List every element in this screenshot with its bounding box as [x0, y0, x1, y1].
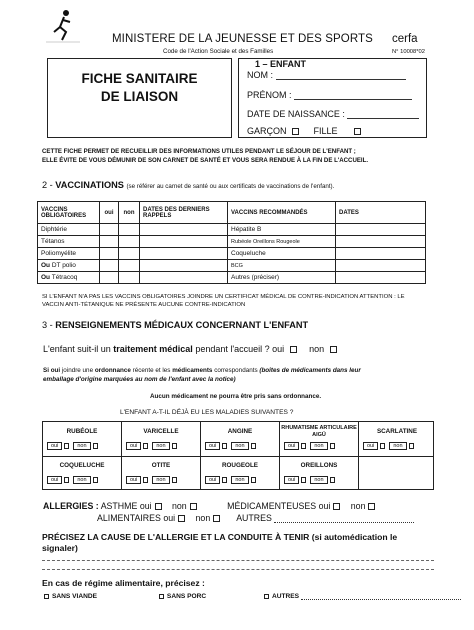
traitement-non-checkbox[interactable] — [330, 346, 337, 353]
medic-oui-checkbox[interactable] — [333, 503, 340, 510]
traitement-non-label: non — [309, 344, 325, 354]
traitement-bold: traitement médical — [113, 344, 193, 354]
precisez-line1: PRÉCISEZ LA CAUSE DE L'ALLERGIE ET LA CONDUITE À TENIR (si automédication le — [42, 532, 398, 542]
title-line2: DE LIAISON — [100, 89, 179, 104]
sans-porc-label: SANS PORC — [166, 593, 207, 600]
vaccinations-header-row — [38, 202, 426, 224]
ordonnance-text: ordonnance — [94, 367, 131, 374]
prenom-field[interactable] — [294, 91, 412, 100]
oui-cell[interactable] — [100, 272, 119, 284]
date-cell[interactable] — [336, 272, 426, 284]
cerfa-label: cerfa — [392, 33, 418, 45]
joindre-text: joindre une — [61, 367, 94, 374]
maladie-rougeole: ROUGEOLE — [221, 462, 259, 469]
vaccin-obligatoire: Diphtérie — [38, 224, 100, 236]
maladies-title: L'ENFANT A-T-IL DÉJÀ EU LES MALADIES SUIVANTES ? — [120, 409, 294, 416]
maladie-otite: OTITE — [151, 462, 171, 469]
vaccin-obligatoire — [38, 260, 100, 272]
vaccin-obligatoire — [38, 272, 100, 284]
maladie-varicelle: VARICELLE — [143, 428, 179, 435]
correspondants-text: correspondants — [214, 367, 258, 374]
sans-viande-label: SANS VIANDE — [52, 593, 98, 600]
regime-options — [44, 593, 461, 600]
asthme-non-label: non — [172, 501, 187, 511]
date-cell[interactable] — [140, 248, 228, 260]
vaccin-obligatoire: Tétanos — [38, 236, 100, 248]
coqueluche-choice[interactable]: oui non — [47, 476, 102, 484]
naissance-label: DATE DE NAISSANCE : — [247, 109, 345, 119]
autres-label: AUTRES — [236, 513, 272, 523]
sans-porc-checkbox[interactable] — [159, 594, 164, 599]
oreillons-choice[interactable]: oui non — [284, 476, 339, 484]
header-dates: DATES DES DERNIERS RAPPELS — [140, 202, 228, 224]
vaccin-recommande: Autres (préciser) — [228, 272, 336, 284]
traitement-post: pendant l'accueil ? oui — [195, 344, 285, 354]
warning-text — [42, 147, 368, 165]
date-cell[interactable] — [336, 260, 426, 272]
fille-checkbox[interactable] — [354, 128, 361, 135]
ministry-title: MINISTERE DE LA JEUNESSE ET DES SPORTS — [112, 33, 373, 45]
date-cell[interactable] — [336, 224, 426, 236]
garcon-checkbox[interactable] — [292, 128, 299, 135]
non-cell[interactable] — [119, 224, 140, 236]
alim-label: ALIMENTAIRES — [97, 513, 161, 523]
warning-line1: CETTE FICHE PERMET DE RECUEILLIR DES INFORMATIONS UTILES PENDANT LE SÉJOUR DE L'ENFANT ; — [42, 148, 356, 155]
vaccinations-table — [37, 201, 426, 284]
autres-regime-checkbox[interactable] — [264, 594, 269, 599]
code-label: Code de l'Action Sociale et des Familles — [163, 48, 274, 55]
recente-text: récente et les — [132, 367, 171, 374]
vaccin-recommande: BCG — [228, 260, 336, 272]
alim-non-label: non — [195, 513, 211, 523]
allergies-label: ALLERGIES : — [43, 501, 99, 511]
autres-regime-field[interactable] — [301, 593, 461, 600]
header-obligatoires: VACCINS OBLIGATOIRES — [38, 202, 100, 224]
precisez-line2: signaler) — [42, 543, 78, 553]
medic-label: MÉDICAMENTEUSES — [227, 501, 317, 511]
vaccin-obligatoire: Poliomyélite — [38, 248, 100, 260]
cerfa-number: N° 10008*02 — [392, 49, 425, 55]
prenom-label: PRÉNOM : — [247, 90, 292, 100]
vaccin-recommande: Coqueluche — [228, 248, 336, 260]
vaccinations-heading — [42, 180, 334, 190]
fille-label: FILLE — [313, 126, 338, 136]
traitement-question — [43, 344, 337, 354]
otite-choice[interactable]: oui non — [126, 476, 181, 484]
non-cell[interactable] — [119, 236, 140, 248]
date-cell[interactable] — [140, 224, 228, 236]
maladie-oreillons: OREILLONS — [300, 462, 338, 469]
autres-field[interactable] — [274, 514, 414, 523]
scarlatine-choice[interactable]: oui non — [363, 442, 418, 450]
alim-oui-checkbox[interactable] — [178, 515, 185, 522]
nom-row — [247, 70, 406, 80]
alim-oui-label: oui — [163, 513, 176, 523]
header-non: non — [119, 202, 140, 224]
medic-non-checkbox[interactable] — [368, 503, 375, 510]
sexe-row — [247, 126, 361, 136]
vaccinations-num: 2 - — [42, 180, 53, 190]
vaccin-recommande: Rubéole Oreillons Rougeole — [228, 236, 336, 248]
garcon-label: GARÇON — [247, 126, 287, 136]
title-box — [47, 58, 232, 138]
table-row — [38, 272, 426, 284]
header-oui: oui — [100, 202, 119, 224]
vaccinations-title: VACCINATIONS — [55, 180, 124, 190]
table-row — [38, 260, 426, 272]
enfant-section: 1 – ENFANT — [255, 59, 307, 69]
allergies-row1 — [43, 501, 375, 511]
ou-label: Ou — [41, 262, 51, 269]
enfant-box — [238, 58, 427, 138]
vaccin-name: Tétracoq — [50, 274, 78, 281]
naissance-field[interactable] — [347, 110, 419, 119]
medical-heading — [42, 320, 308, 330]
traitement-oui-checkbox[interactable] — [290, 346, 297, 353]
regime-title: En cas de régime alimentaire, précisez : — [42, 578, 205, 588]
maladies-grid — [42, 421, 434, 490]
precisez-answer-line2[interactable] — [42, 569, 434, 570]
note-line1: SI L'ENFANT N'A PAS LES VACCINS OBLIGATOIRES JOINDRE UN CERTIFICAT MÉDICAL DE CONTRE-INDICATION ATTENTION : LE — [42, 294, 405, 300]
date-cell[interactable] — [336, 236, 426, 248]
rhumatisme-choice[interactable]: oui non — [284, 442, 339, 450]
date-cell[interactable] — [336, 248, 426, 260]
alim-non-checkbox[interactable] — [213, 515, 220, 522]
asthme-oui-label: oui — [139, 501, 152, 511]
vaccination-note — [42, 293, 442, 309]
vaccin-recommande: Hépatite B — [228, 224, 336, 236]
oui-cell[interactable] — [100, 236, 119, 248]
naissance-row — [247, 109, 419, 119]
ministry-logo — [42, 8, 82, 44]
maladie-coqueluche: COQUELUCHE — [59, 462, 105, 469]
non-cell[interactable] — [119, 260, 140, 272]
date-cell[interactable] — [140, 260, 228, 272]
vaccinations-hint: (se référer au carnet de santé ou aux certificats de vaccinations de l'enfant). — [126, 183, 335, 190]
si-oui-text — [43, 366, 438, 384]
header-dates2: DATES — [336, 202, 426, 224]
precisez-text — [42, 532, 442, 554]
medical-num: 3 - — [42, 320, 53, 330]
header-recommandes: VACCINS RECOMMANDÉS — [228, 202, 336, 224]
ou-label: Ou — [41, 274, 51, 281]
vaccin-name: DT polio — [50, 262, 76, 269]
varicelle-choice[interactable]: oui non — [126, 442, 181, 450]
asthme-label: ASTHME — [100, 501, 138, 511]
emballage-text: emballage d'origine marquées au nom de l'enfant avec la notice) — [43, 376, 236, 383]
nom-label: NOM : — [247, 70, 273, 80]
traitement-pre: L'enfant suit-il un — [43, 344, 111, 354]
maladie-angine: ANGINE — [227, 428, 253, 435]
aucun-medicament: Aucun médicament ne pourra être pris sans ordonnance. — [150, 393, 322, 400]
medic-oui-label: oui — [318, 501, 331, 511]
prenom-row — [247, 90, 412, 100]
date-cell[interactable] — [140, 236, 228, 248]
oui-cell[interactable] — [100, 224, 119, 236]
non-cell[interactable] — [119, 248, 140, 260]
note-line2: VACCIN ANTI-TÉTANIQUE NE PRÉSENTE AUCUNE CONTRE-INDICATION — [42, 302, 246, 308]
title-line1: FICHE SANITAIRE — [81, 71, 198, 86]
medical-title: RENSEIGNEMENTS MÉDICAUX CONCERNANT L'ENFANT — [55, 320, 309, 330]
asthme-non-checkbox[interactable] — [190, 503, 197, 510]
asthme-oui-checkbox[interactable] — [155, 503, 162, 510]
rubeole-choice[interactable]: oui non — [47, 442, 102, 450]
date-cell[interactable] — [140, 272, 228, 284]
oui-cell[interactable] — [100, 248, 119, 260]
maladie-scarlatine: SCARLATINE — [376, 428, 418, 435]
precisez-answer-line1[interactable] — [42, 560, 434, 561]
allergies-row2 — [97, 513, 414, 523]
sans-viande-checkbox[interactable] — [44, 594, 49, 599]
angine-choice[interactable]: oui non — [205, 442, 260, 450]
nom-field[interactable] — [276, 71, 406, 80]
rougeole-choice[interactable]: oui non — [205, 476, 260, 484]
autres-regime-label: AUTRES — [271, 593, 300, 600]
maladie-rubeole: RUBÉOLE — [66, 428, 98, 435]
table-row — [38, 236, 426, 248]
medicaments-text: médicaments — [172, 367, 213, 374]
warning-line2: ELLE ÉVITE DE VOUS DÉMUNIR DE SON CARNET DE SANTÉ ET VOUS SERA RENDUE À LA FIN DE L'ACCUEIL. — [42, 157, 369, 164]
maladie-rhumatisme: RHUMATISME ARTICULAIRE AIGÜ — [281, 425, 357, 438]
table-row — [38, 224, 426, 236]
medic-non-label: non — [350, 501, 366, 511]
oui-cell[interactable] — [100, 260, 119, 272]
non-cell[interactable] — [119, 272, 140, 284]
table-row — [38, 248, 426, 260]
si-oui-label: Si oui — [43, 367, 61, 374]
boites-text: (boîtes de médicaments dans leur — [259, 367, 361, 374]
